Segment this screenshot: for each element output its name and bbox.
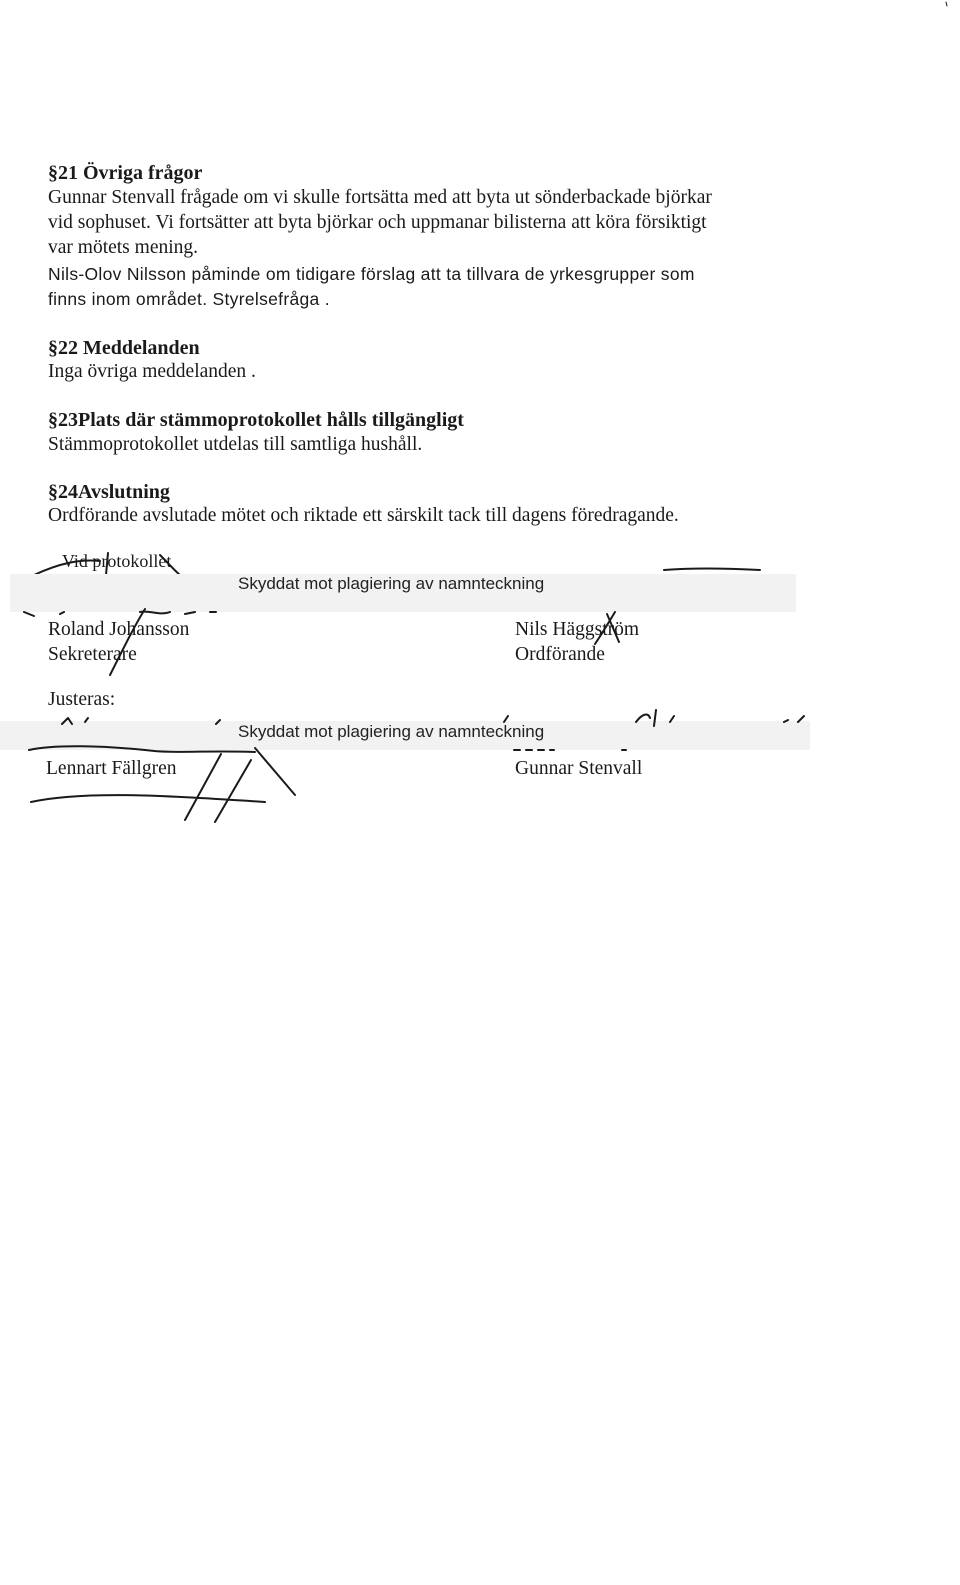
secretary-signature-scribble: [95, 605, 175, 680]
section-heading-22: §22 Meddelanden: [48, 337, 200, 359]
section-24-line-1: Ordförande avslutade mötet och riktade ett särskilt tack till dagens föredragande.: [48, 505, 679, 526]
chair-name: Nils Häggström: [515, 619, 640, 640]
signature-marks-above-band: [30, 704, 830, 734]
section-heading-23: §23Plats där stämmoprotokollet hålls tillgängligt: [48, 409, 464, 431]
chair-role: Ordförande: [515, 644, 605, 665]
secretary-name: Roland Johansson: [48, 619, 190, 640]
justeras-label: Justeras:: [48, 689, 116, 710]
section-22-line-1: Inga övriga meddelanden .: [48, 361, 256, 382]
adjuster-2-signature-marks: [510, 744, 640, 758]
adjuster-1-name: Lennart Fällgren: [46, 758, 177, 779]
section-21-line-1: Gunnar Stenvall frågade om vi skulle fortsätta med att byta ut sönderbackade björkar: [48, 187, 712, 208]
section-21-line-4: Nils-Olov Nilsson påminde om tidigare förslag att ta tillvara de yrkesgrupper som: [48, 264, 695, 284]
corner-mark: [920, 0, 950, 10]
secretary-role: Sekreterare: [48, 644, 137, 665]
vid-protokollet-label: Vid protokollet: [62, 551, 172, 571]
section-21-line-3: var mötets mening.: [48, 237, 199, 258]
section-heading-24: §24Avslutning: [48, 481, 170, 503]
protection-notice-1: Skyddat mot plagiering av namnteckning: [238, 574, 545, 593]
adjuster-2-name: Gunnar Stenvall: [515, 758, 643, 779]
section-heading-21: §21 Övriga frågor: [48, 162, 203, 184]
section-21-line-2: vid sophuset. Vi fortsätter att byta björkar och uppmanar bilisterna att köra försiktigt: [48, 212, 707, 233]
chair-signature-scribble: [585, 608, 635, 648]
section-21-line-5: finns inom området. Styrelsefråga .: [48, 289, 330, 309]
adjuster-1-signature-scribble: [25, 740, 305, 830]
protection-notice-2: Skyddat mot plagiering av namnteckning: [238, 722, 545, 741]
section-23-line-1: Stämmoprotokollet utdelas till samtliga hushåll.: [48, 434, 423, 455]
